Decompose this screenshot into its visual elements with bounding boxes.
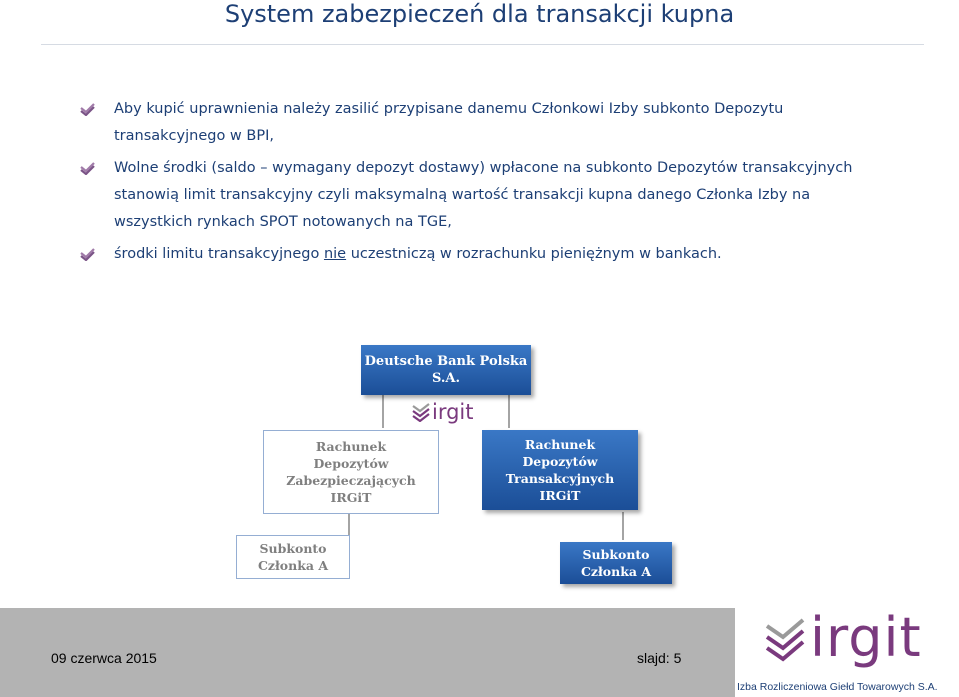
account-line: Depozytów — [313, 456, 389, 471]
bank-name: Deutsche Bank Polska — [364, 354, 528, 369]
underlined-word: nie — [323, 246, 347, 262]
subaccount-line: Członka A — [580, 564, 652, 579]
account-line: IRGiT — [539, 488, 581, 503]
account-line: Depozytów — [522, 454, 598, 469]
bullet-text: Aby kupić uprawnienia należy zasilić przypisane danemu Członkowi Izby subkonto Depozytu transakcyjnego w BPI, — [114, 101, 784, 144]
subaccount-line: Subkonto — [582, 547, 650, 562]
account-line: Transakcyjnych — [505, 471, 615, 486]
irgit-logo — [412, 402, 474, 422]
account-line: IRGiT — [330, 490, 372, 505]
footer-date: 09 czerwca 2015 — [51, 650, 157, 666]
subaccount-line: Subkonto — [259, 541, 327, 556]
bank-box — [361, 345, 531, 395]
collateral-account-box — [263, 430, 439, 514]
footer-logo-text: irgit — [810, 606, 922, 669]
account-line: Rachunek — [315, 439, 387, 454]
bullet-text: Wolne środki (saldo – wymagany depozyt dostawy) wpłacone na subkonto Depozytów transakcyjnych stanowią limit transakcyjny czyli maksymalną wartość transakcji kupna danego Członka Izby na wszystkich rynkach SPOT notowanych na TGE, — [114, 160, 853, 230]
member-subaccount-left — [236, 535, 350, 579]
bullet-text: środki limitu transakcyjnego nie uczestniczą w rozrachunku pieniężnym w bankach. — [114, 246, 722, 262]
footer-logo-mark — [764, 616, 806, 664]
subaccount-line: Członka A — [257, 558, 329, 573]
transaction-account-box — [482, 430, 638, 510]
slide-number: slajd: 5 — [637, 650, 682, 666]
bank-suffix: S.A. — [431, 371, 461, 386]
irgit-logo-mark — [412, 402, 430, 422]
irgit-logo-text: irgit — [432, 400, 474, 424]
account-line: Rachunek — [524, 437, 596, 452]
member-subaccount-right — [560, 542, 672, 584]
slide-title: System zabezpieczeń dla transakcji kupna — [224, 0, 735, 28]
account-line: Zabezpieczających — [286, 473, 416, 488]
company-name: Izba Rozliczeniowa Giełd Towarowych S.A. — [737, 681, 938, 693]
footer-logo — [764, 606, 922, 669]
